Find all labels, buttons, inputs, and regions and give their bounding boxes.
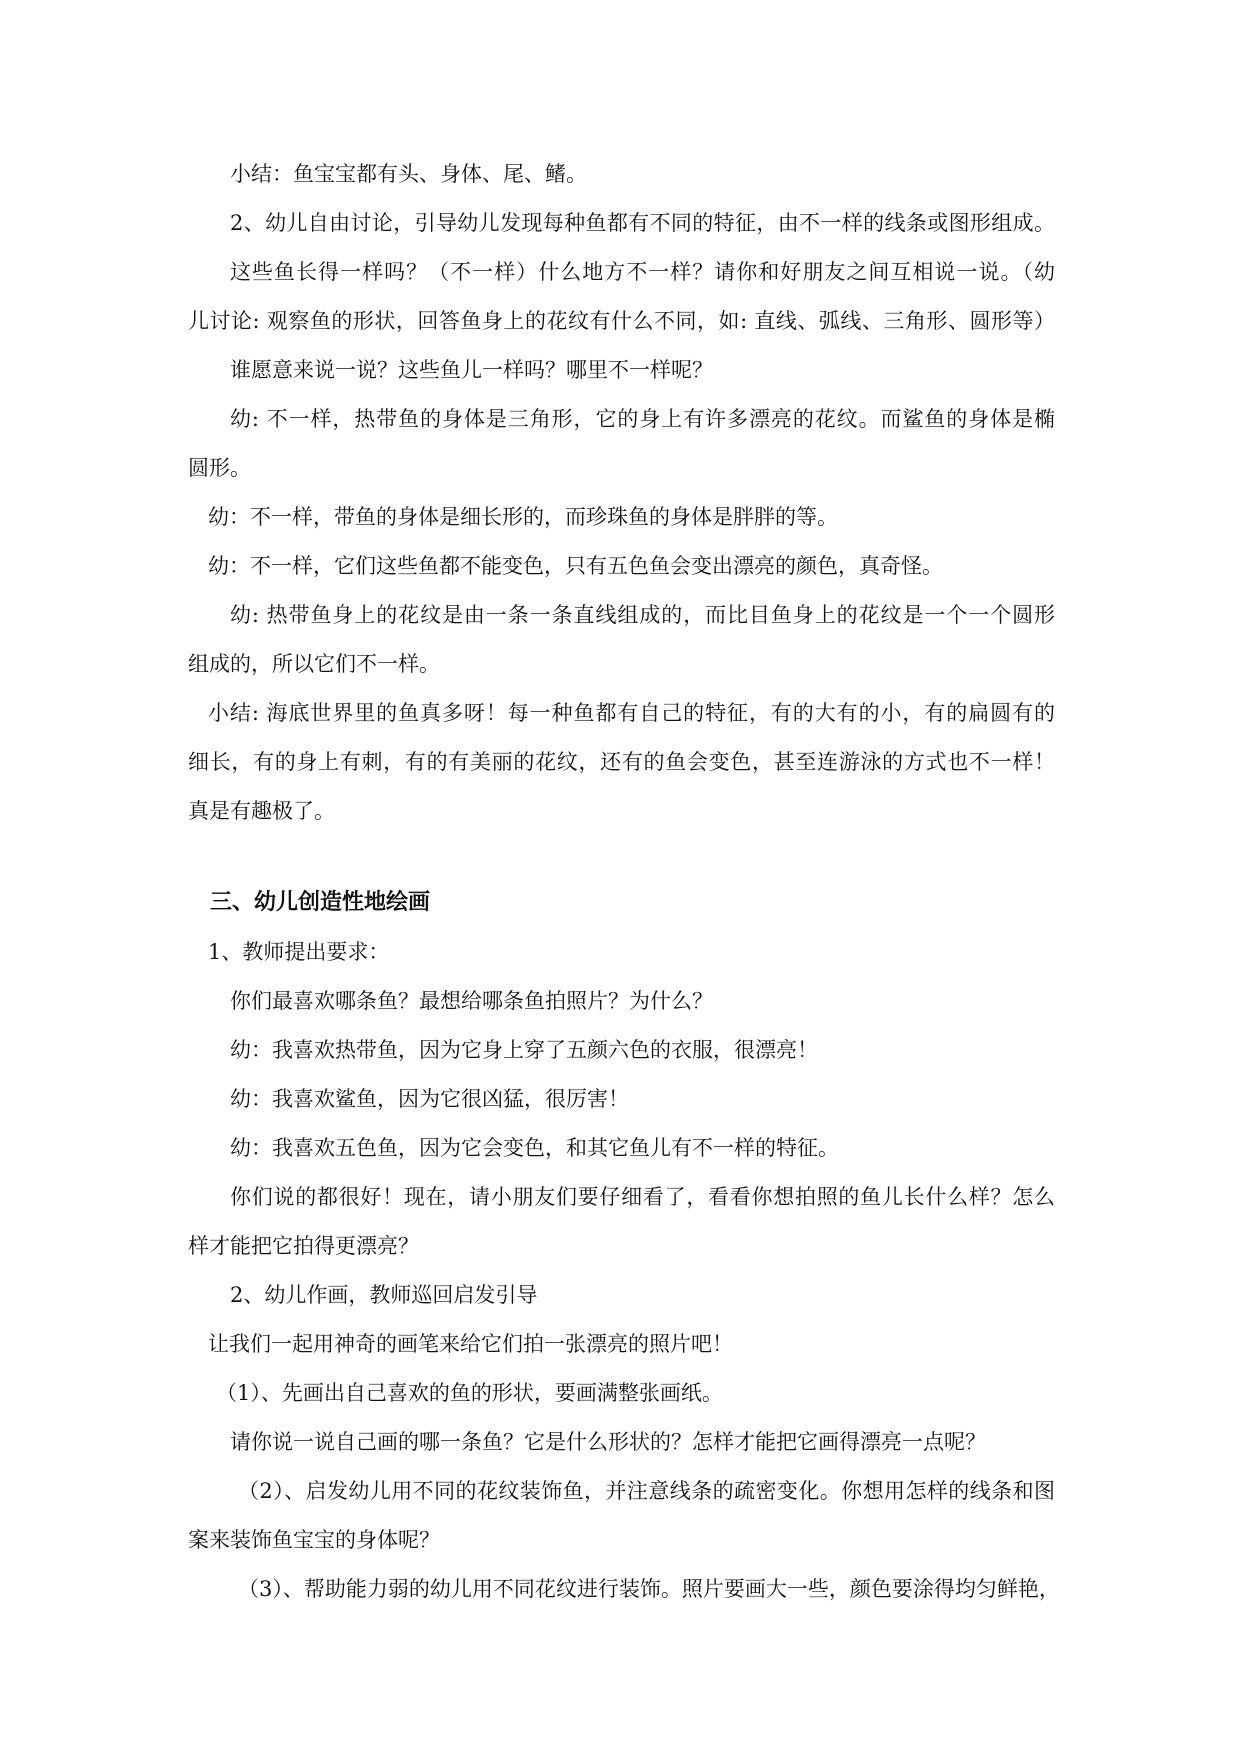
section-heading: 三、幼儿创造性地绘画 [210,890,431,915]
text-line: 样才能把它拍得更漂亮？ [188,1234,419,1258]
text-line: 幼：我喜欢热带鱼，因为它身上穿了五颜六色的衣服，很漂亮！ [230,1038,818,1062]
text-line: 小结: 海底世界里的鱼真多呀！每一种鱼都有自己的特征，有的大有的小，有的扁圆有的 [208,701,1055,725]
text-line: （2）、启发幼儿用不同的花纹装饰鱼，并注意线条的疏密变化。你想用怎样的线条和图 [238,1479,1055,1503]
text-line: 幼：我喜欢鲨鱼，因为它很凶猛，很厉害！ [230,1087,629,1111]
text-line: 你们说的都很好！现在，请小朋友们要仔细看了，看看你想拍照的鱼儿长什么样？怎么 [230,1185,1055,1209]
text-line: 幼：我喜欢五色鱼，因为它会变色，和其它鱼儿有不一样的特征。 [230,1136,839,1160]
text-line: 儿讨论: 观察鱼的形状，回答鱼身上的花纹有什么不同，如: 直线、弧线、三角形、圆形等） [188,309,1055,333]
text-line: 幼: 不一样，热带鱼的身体是三角形，它的身上有许多漂亮的花纹。而鲨鱼的身体是椭 [230,407,1055,431]
text-line: 幼：不一样，带鱼的身体是细长形的，而珍珠鱼的身体是胖胖的等。 [208,505,838,529]
text-line: 圆形。 [188,456,251,480]
text-line: 组成的，所以它们不一样。 [188,652,440,676]
text-line: 细长，有的身上有刺，有的有美丽的花纹，还有的鱼会变色，甚至连游泳的方式也不一样！ [188,750,1055,774]
text-line: 小结：鱼宝宝都有头、身体、尾、鳍。 [230,162,587,186]
text-line: 2、幼儿作画，教师巡回启发引导 [230,1283,538,1307]
text-line: （3）、帮助能力弱的幼儿用不同花纹进行装饰。照片要画大一些，颜色要涂得均匀鲜艳， [238,1577,1060,1601]
text-line: 案来装饰鱼宝宝的身体呢？ [188,1528,440,1552]
text-line: 你们最喜欢哪条鱼？最想给哪条鱼拍照片？为什么？ [230,989,713,1013]
text-line: 幼: 热带鱼身上的花纹是由一条一条直线组成的，而比目鱼身上的花纹是一个一个圆形 [230,603,1055,627]
text-line: 请你说一说自己画的哪一条鱼？它是什么形状的？怎样才能把它画得漂亮一点呢？ [230,1430,986,1454]
text-line: （1）、先画出自己喜欢的鱼的形状，要画满整张画纸。 [216,1381,723,1405]
text-line: 2、幼儿自由讨论，引导幼儿发现每种鱼都有不同的特征，由不一样的线条或图形组成。 [230,211,1055,235]
text-line: 真是有趣极了。 [188,799,335,823]
text-line: 幼：不一样，它们这些鱼都不能变色，只有五色鱼会变出漂亮的颜色，真奇怪。 [208,554,943,578]
text-line: 让我们一起用神奇的画笔来给它们拍一张漂亮的照片吧！ [208,1332,733,1356]
text-line: 谁愿意来说一说？这些鱼儿一样吗？哪里不一样呢？ [230,358,713,382]
text-line: 1、教师提出要求： [208,940,390,964]
text-line: 这些鱼长得一样吗？（不一样）什么地方不一样？请你和好朋友之间互相说一说。（幼 [230,260,1055,284]
